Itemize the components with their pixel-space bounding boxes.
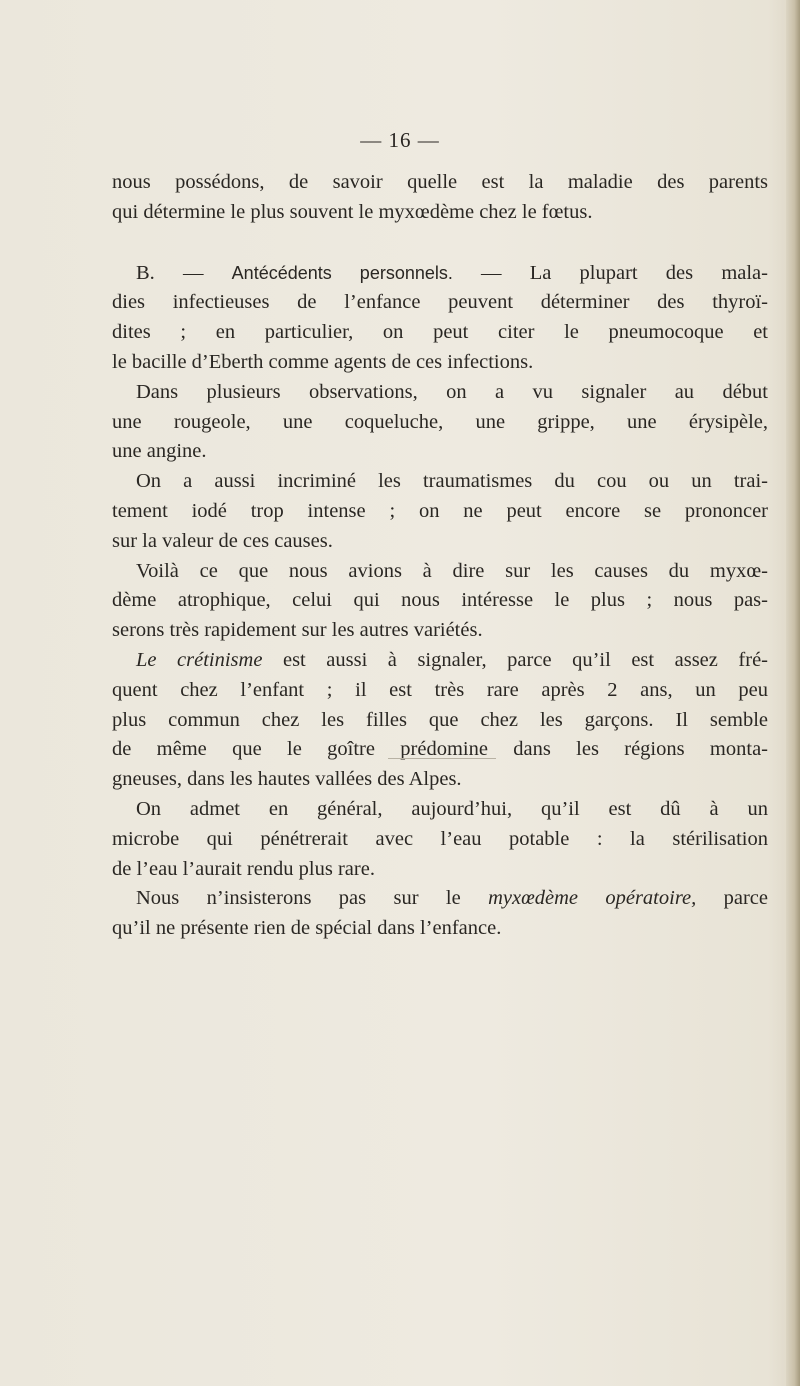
italic-term: Le crétinisme — [136, 648, 263, 671]
text-line: quent chez l’enfant ; il est très rare après 2 ans, un peu — [112, 678, 768, 701]
text-fragment: Nous n’insisterons pas sur le — [136, 887, 489, 910]
text-fragment: est aussi à signaler, parce qu’il est assez fré- — [262, 648, 768, 671]
text-line: On admet en général, aujourd’hui, qu’il est dû à un — [136, 797, 768, 820]
text-line: dies infectieuses de l’enfance peuvent déterminer des thyroï- — [112, 291, 768, 314]
page-edge-shadow — [786, 0, 800, 1386]
text-line: dites ; en particulier, on peut citer le pneumocoque et — [112, 321, 768, 344]
text-line: Voilà ce que nous avions à dire sur les causes du myxœ- — [136, 559, 768, 582]
section-letter: B. — — [136, 261, 232, 284]
section-heading: Antécédents personnels. — [231, 262, 453, 283]
text-line: tement iodé trop intense ; on ne peut encore se prononcer — [112, 499, 768, 522]
text-fragment: — La plupart des mala- — [452, 261, 768, 284]
text-line: de même que le goître prédomine dans les régions monta- — [112, 738, 768, 761]
text-line: sur la valeur de ces causes. — [112, 529, 333, 552]
text-line: serons très rapidement sur les autres variétés. — [112, 619, 483, 642]
text-line: microbe qui pénétrerait avec l’eau potable : la stérilisation — [112, 827, 768, 850]
text-line — [112, 646, 768, 676]
text-fragment: parce — [696, 887, 769, 910]
text-line: nous possédons, de savoir quelle est la maladie des parents — [112, 171, 768, 193]
text-line: une rougeole, une coqueluche, une grippe, une érysipèle, — [112, 410, 768, 433]
text-line: On a aussi incriminé les traumatismes du cou ou un trai- — [136, 470, 768, 493]
page-number: — 16 — — [360, 128, 440, 152]
text-line: dème atrophique, celui qui nous intéresse le plus ; nous pas- — [112, 589, 768, 612]
text-line: gneuses, dans les hautes vallées des Alpes. — [112, 768, 462, 791]
text-line: plus commun chez les filles que chez les garçons. Il semble — [112, 708, 768, 731]
text-line: le bacille d’Eberth comme agents de ces infections. — [112, 350, 534, 373]
italic-term: myxœdème opératoire, — [488, 887, 697, 910]
text-line — [112, 259, 768, 289]
text-line: de l’eau l’aurait rendu plus rare. — [112, 857, 375, 880]
end-rule — [388, 758, 496, 759]
paragraph-gap — [112, 228, 768, 259]
body-text — [112, 168, 768, 944]
text-line: Dans plusieurs observations, on a vu signaler au début — [136, 380, 768, 403]
text-line: qui détermine le plus souvent le myxœdème chez le fœtus. — [112, 200, 593, 223]
text-line — [112, 884, 768, 914]
text-line: qu’il ne présente rien de spécial dans l’enfance. — [112, 917, 502, 940]
text-line: une angine. — [112, 440, 207, 463]
